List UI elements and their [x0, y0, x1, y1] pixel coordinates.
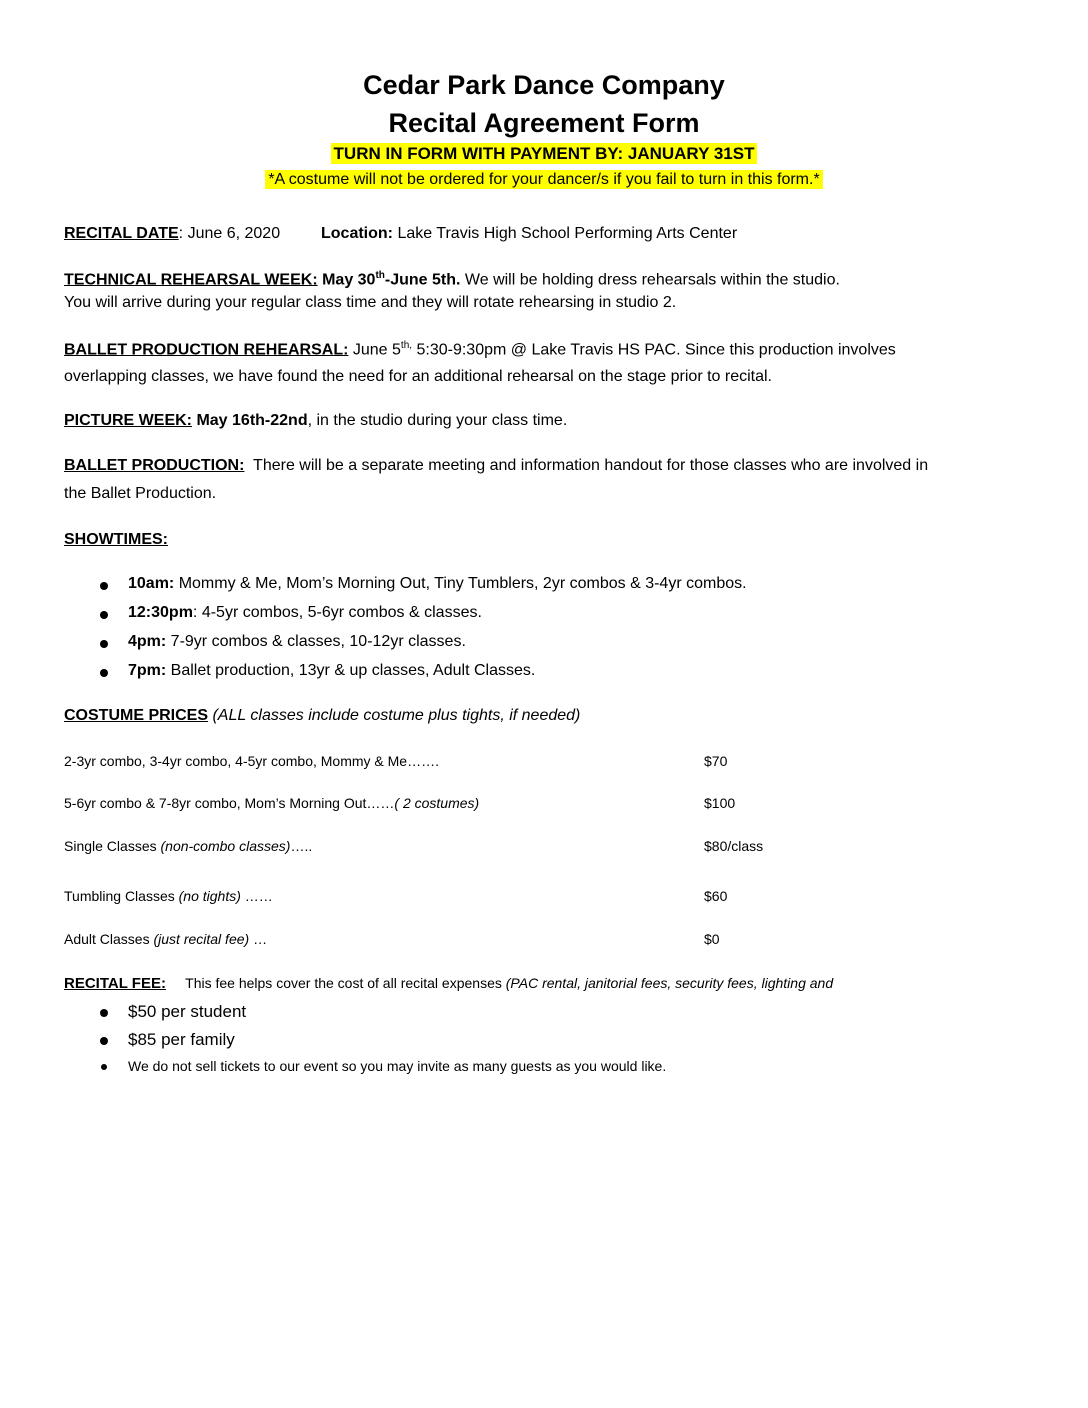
- ballet-production-label: BALLET PRODUCTION:: [64, 457, 245, 474]
- bullet-icon: [100, 611, 108, 619]
- price-row-dots: …: [249, 931, 268, 947]
- deadline-banner: [0, 144, 1088, 164]
- showtimes-heading: [64, 531, 168, 549]
- ballet-rehearsal-text1: 5:30-9:30pm @ Lake Travis HS PAC. Since this production involves: [412, 341, 896, 359]
- bullet-icon: [100, 669, 108, 677]
- ballet-production-text2: the Ballet Production.: [64, 485, 217, 502]
- bullet-icon: [101, 1064, 107, 1070]
- price-row-note: ( 2 costumes): [394, 795, 480, 811]
- location-label: Location:: [321, 225, 393, 242]
- showtime-time: 10am:: [128, 575, 175, 592]
- showtime-item: [128, 575, 747, 593]
- price-row-value: $80/class: [704, 838, 764, 854]
- ballet-rehearsal-line: [64, 340, 896, 359]
- price-row-label: [64, 838, 312, 854]
- recital-date-label: RECITAL DATE: [64, 225, 179, 242]
- showtime-item: [128, 633, 466, 651]
- tech-rehearsal-dates-sup: th: [375, 270, 385, 281]
- showtime-desc: Mommy & Me, Mom’s Morning Out, Tiny Tumblers, 2yr combos & 3-4yr combos.: [174, 575, 747, 592]
- tech-rehearsal-dates-b: -June 5th.: [384, 271, 461, 289]
- showtime-time: 4pm:: [128, 633, 167, 650]
- form-title: Recital Agreement Form: [388, 108, 700, 138]
- price-row-text: Single Classes: [64, 838, 161, 854]
- ballet-rehearsal-date-a: June 5: [348, 341, 401, 359]
- recital-fee-line: [64, 975, 833, 992]
- costume-prices-heading: [64, 707, 580, 725]
- picture-week-label: PICTURE WEEK:: [64, 412, 192, 429]
- ballet-rehearsal-text2: overlapping classes, we have found the need for an additional rehearsal on the stage prior to recital.: [64, 368, 772, 385]
- costume-prices-note: (ALL classes include costume plus tights, if needed): [208, 707, 581, 724]
- tech-rehearsal-label: TECHNICAL REHEARSAL WEEK:: [64, 271, 318, 289]
- price-row-text: Adult Classes: [64, 931, 154, 947]
- tech-rehearsal-dates-a: May 30: [317, 271, 376, 289]
- deadline-text: TURN IN FORM WITH PAYMENT BY: JANUARY 31ST: [331, 143, 758, 164]
- showtimes-label: SHOWTIMES:: [64, 531, 168, 548]
- warning-text: *A costume will not be ordered for your dancer/s if you fail to turn in this form.*: [265, 170, 822, 189]
- showtime-time: 7pm:: [128, 662, 167, 679]
- price-row-note: (non-combo classes): [160, 838, 291, 854]
- bullet-icon: [100, 1009, 108, 1017]
- recital-date-line: [64, 225, 737, 243]
- bullet-icon: [100, 1037, 108, 1045]
- tech-rehearsal-text1: We will be holding dress rehearsals within the studio.: [460, 271, 840, 289]
- showtime-desc: 7-9yr combos & classes, 10-12yr classes.: [166, 633, 466, 650]
- recital-fee-text: This fee helps cover the cost of all recital expenses: [165, 975, 506, 991]
- costume-prices-label: COSTUME PRICES: [64, 707, 209, 724]
- showtime-time: 12:30pm: [128, 604, 193, 621]
- price-row-label: [64, 888, 273, 904]
- bullet-icon: [100, 582, 108, 590]
- fee-final-note: We do not sell tickets to our event so you may invite as many guests as you would like.: [128, 1058, 667, 1074]
- fee-item: $85 per family: [128, 1030, 235, 1049]
- recital-date-value: : June 6, 2020: [178, 225, 281, 242]
- price-row-text: 5-6yr combo & 7-8yr combo, Mom’s Morning Out……: [64, 795, 395, 811]
- ballet-production-line: [64, 457, 928, 475]
- location-value: Lake Travis High School Performing Arts Center: [393, 225, 738, 242]
- picture-week-line: [64, 412, 567, 430]
- showtime-desc: : 4-5yr combos, 5-6yr combos & classes.: [192, 604, 482, 621]
- tech-rehearsal-text2: You will arrive during your regular class time and they will rotate rehearsing in studio 2.: [64, 294, 677, 311]
- bullet-icon: [100, 640, 108, 648]
- price-row-label: [64, 931, 267, 947]
- price-row-value: $100: [704, 795, 736, 811]
- price-row-dots: ……: [240, 888, 273, 904]
- price-row-label: [64, 753, 439, 769]
- price-row-dots: …..: [290, 838, 313, 854]
- fee-item: $50 per student: [128, 1002, 247, 1021]
- price-row-value: $0: [704, 931, 720, 947]
- recital-fee-note: (PAC rental, janitorial fees, security fees, lighting and: [505, 975, 834, 991]
- price-row-text: 2-3yr combo, 3-4yr combo, 4-5yr combo, Mommy & Me…….: [64, 753, 439, 769]
- ballet-production-text1: There will be a separate meeting and information handout for those classes who are involved in: [244, 457, 929, 474]
- price-row-note: (just recital fee): [153, 931, 250, 947]
- price-row-label: [64, 795, 479, 811]
- company-name: Cedar Park Dance Company: [363, 70, 725, 100]
- recital-fee-label: RECITAL FEE:: [64, 975, 166, 992]
- ballet-rehearsal-date-sup: th,: [400, 340, 413, 351]
- showtime-item: [128, 662, 535, 680]
- warning-banner: [0, 171, 1088, 189]
- price-row-text: Tumbling Classes: [64, 888, 179, 904]
- ballet-rehearsal-label: BALLET PRODUCTION REHEARSAL:: [64, 341, 349, 359]
- price-row-value: $70: [704, 753, 728, 769]
- showtime-item: [128, 604, 482, 622]
- price-row-value: $60: [704, 888, 728, 904]
- picture-week-text: , in the studio during your class time.: [307, 412, 568, 429]
- price-row-note: (no tights): [178, 888, 241, 904]
- picture-week-dates: May 16th-22nd: [192, 412, 308, 429]
- showtime-desc: Ballet production, 13yr & up classes, Adult Classes.: [166, 662, 536, 679]
- tech-rehearsal-line: [64, 270, 840, 289]
